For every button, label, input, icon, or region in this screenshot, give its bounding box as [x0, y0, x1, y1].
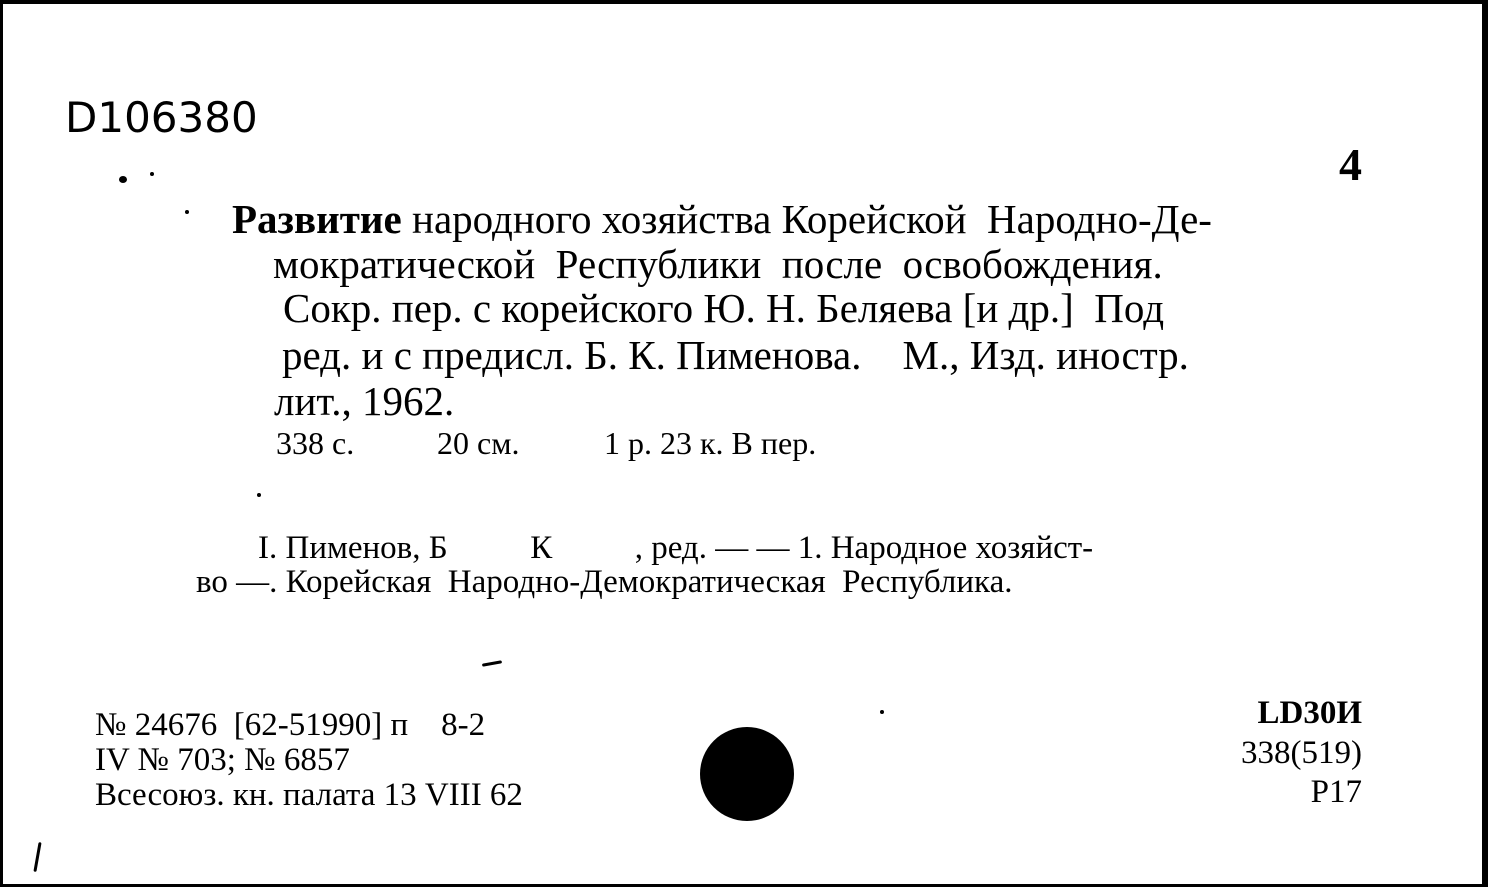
subject-line-1: I. Пименов, Б К , ред. — — 1. Народное хозяйст- — [258, 530, 1094, 566]
footer-left-line-3: Всесоюз. кн. палата 13 VIII 62 — [95, 777, 523, 813]
subject-line-2: во —. Корейская Народно-Демократическая Республика. — [196, 564, 1013, 600]
title-line-2: мократической Республики после освобождения. — [273, 241, 1163, 287]
punch-hole — [700, 727, 794, 821]
footer-right-line-3: Р17 — [1310, 774, 1362, 810]
speck — [119, 176, 127, 183]
footer-right-line-1: LD30И — [1257, 695, 1362, 731]
title-line-4: ред. и с предисл. Б. К. Пименова. М., Изд. иностр. — [282, 332, 1189, 378]
speck — [33, 842, 41, 872]
collation-size: 20 см. — [437, 425, 520, 461]
footer-right-line-2: 338(519) — [1241, 735, 1362, 771]
footer-left-line-1: № 24676 [62-51990] п 8-2 — [95, 707, 486, 743]
speck — [185, 210, 189, 214]
card-number: 4 — [1339, 139, 1362, 190]
title-heading-word: Развитие — [232, 196, 402, 242]
title-line-3: Сокр. пер. с корейского Ю. Н. Беляева [и др.] Под — [283, 285, 1165, 331]
footer-left-line-2: IV № 703; № 6857 — [95, 742, 350, 778]
title-line-1 — [232, 196, 1212, 242]
title-line-1-rest: народного хозяйства Корейской Народно-Де- — [412, 196, 1212, 242]
speck — [482, 660, 502, 666]
speck — [150, 172, 154, 176]
collation-pages: 338 с. — [276, 425, 355, 461]
title-line-5: лит., 1962. — [274, 378, 455, 424]
speck — [257, 493, 261, 497]
collation-price: 1 р. 23 к. В пер. — [604, 425, 817, 461]
speck — [880, 710, 884, 714]
accession-mark: D106380 — [65, 93, 258, 142]
